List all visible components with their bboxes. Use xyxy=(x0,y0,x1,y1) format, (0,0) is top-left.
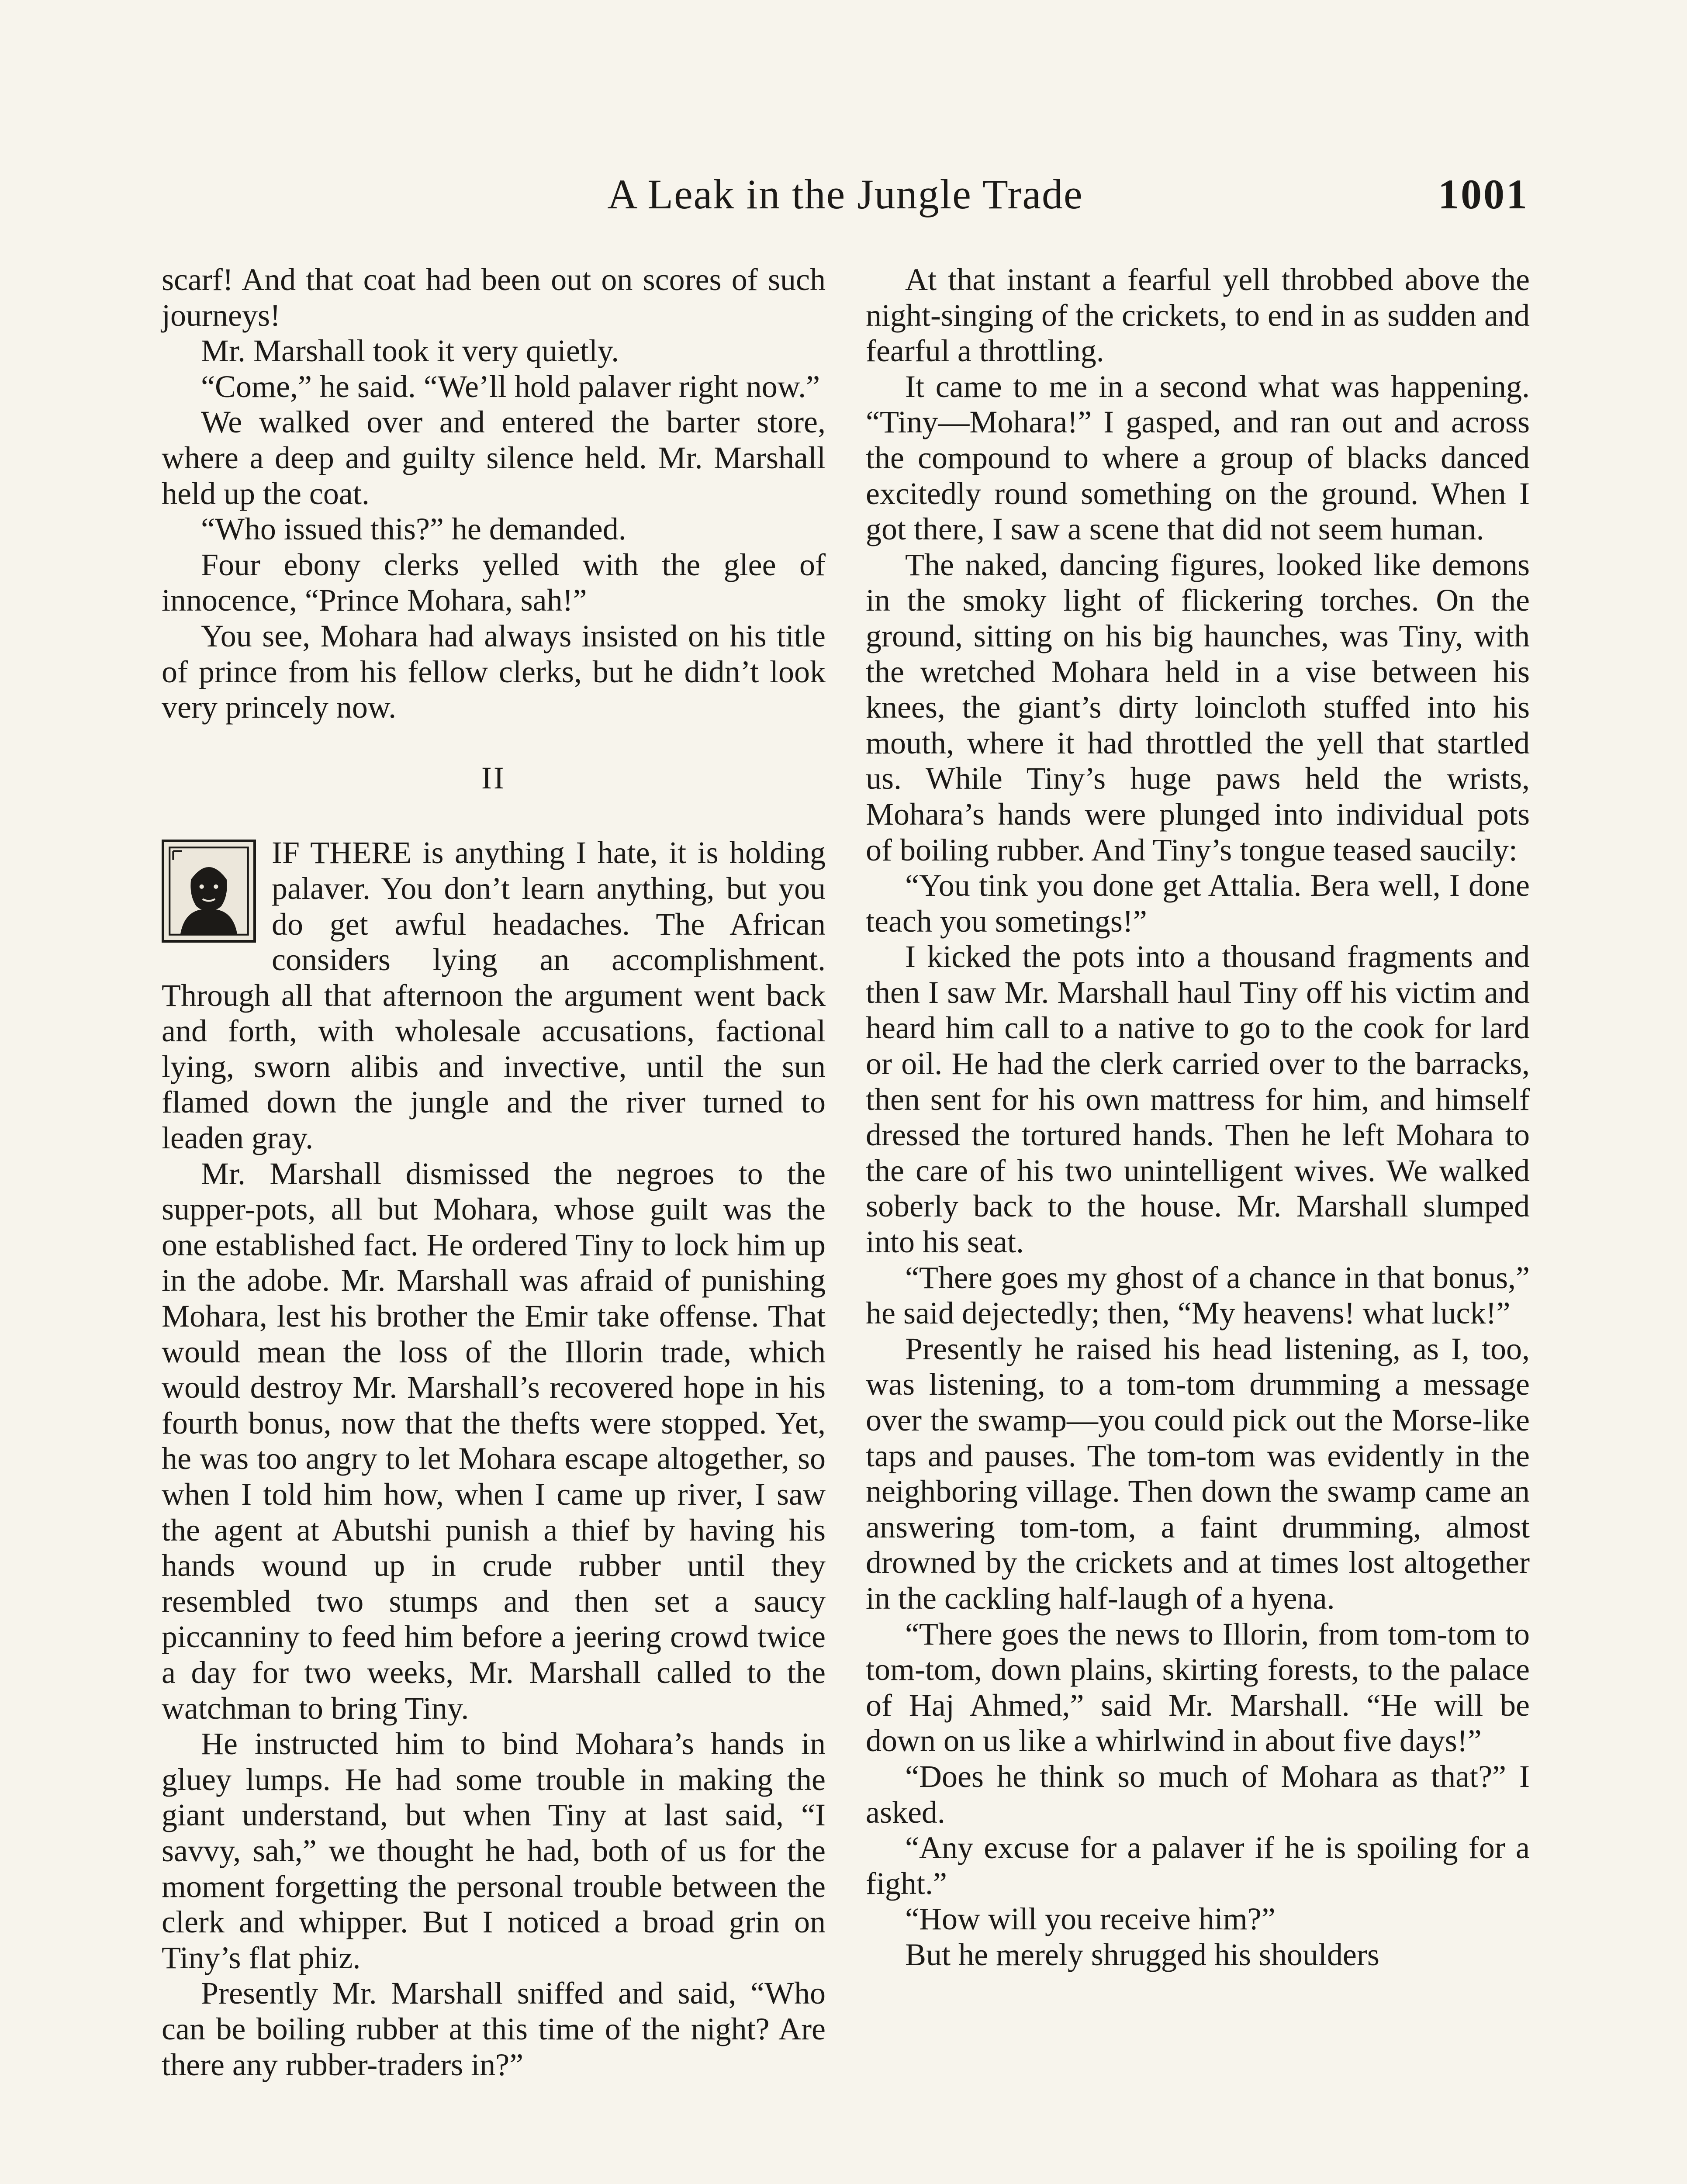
paragraph: Presently Mr. Marshall sniffed and said, “Who can be boiling rubber at this time of the night? Are there any rubber-traders in?” xyxy=(162,1976,826,2082)
paragraph: “There goes my ghost of a chance in that bonus,” he said dejectedly; then, “My heavens! what luck!” xyxy=(866,1260,1530,1331)
paragraph: “How will you receive him?” xyxy=(905,1901,1276,1937)
right-column xyxy=(866,262,1530,2184)
paragraph: “Come,” he said. “We’ll hold palaver right now.” xyxy=(201,369,820,404)
paragraph: I kicked the pots into a thousand fragments and then I saw Mr. Marshall haul Tiny off his victim and heard him call to a native to go to the cook for lard or oil. He had the clerk carried over to the barracks, then sent for his own mattress for him, and himself dressed the tortured hands. Then he left Mohara to the care of his two unintelligent wives. We walked soberly back to the house. Mr. Marshall slumped into his seat. xyxy=(866,939,1530,1260)
page-title: A Leak in the Jungle Trade xyxy=(607,171,1083,218)
page-number: 1001 xyxy=(1438,171,1529,218)
paragraph: The naked, dancing figures, looked like demons in the smoky light of flickering torches. On the ground, sitting on his big haunches, was Tiny, with the wretched Mohara held in a vise between his knees, the giant’s dirty loincloth stuffed into his mouth, where it had throttled the yell that startled us. While Tiny’s huge paws held the wrists, Mohara’s hands were plunged into individual pots of boiling rubber. And Tiny’s tongue teased saucily: xyxy=(866,547,1530,867)
section-heading: II xyxy=(481,760,506,795)
paragraph: Presently he raised his head listening, as I, too, was listening, to a tom-tom drumming a message over the swamp—you could pick out the Morse-like taps and pauses. The tom-tom was evidently in the neighboring village. Then down the swamp came an answering tom-tom, a faint drumming, almost drowned by the crickets and at times lost altogether in the cackling half-laugh of a hyena. xyxy=(866,1331,1530,1616)
paragraph: It came to me in a second what was happening. “Tiny—Mohara!” I gasped, and ran out and across the compound to where a group of blacks danced excitedly round something on the ground. When I got there, I saw a scene that did not seem human. xyxy=(866,369,1530,547)
paragraph: “Does he think so much of Mohara as that?” I asked. xyxy=(866,1759,1530,1830)
portrait-drop-cap-illustration xyxy=(162,840,256,943)
running-header xyxy=(162,162,1529,227)
paragraph: Mr. Marshall dismissed the negroes to the supper-pots, all but Mohara, whose guilt was the one established fact. He ordered Tiny to lock him up in the adobe. Mr. Marshall was afraid of punishing Mohara, lest his brother the Emir take offense. That would mean the loss of the Illorin trade, which would destroy Mr. Marshall’s recovered hope in his fourth bonus, now that the thefts were stopped. Yet, he was too angry to let Mohara escape altogether, so when I told him how, when I came up river, I saw the agent at Abutshi punish a thief by having his hands wound up in crude rubber until they resembled two stumps and then set a saucy piccanniny to feed him before a jeering crowd twice a day for two weeks, Mr. Marshall called to the watchman to bring Tiny. xyxy=(162,1156,826,1726)
paragraph: We walked over and entered the barter store, where a deep and guilty silence held. Mr. Marshall held up the coat. xyxy=(162,404,826,511)
paragraph: At that instant a fearful yell throbbed above the night-singing of the crickets, to end in as sudden and fearful a throttling. xyxy=(866,262,1530,369)
paragraph: “Who issued this?” he demanded. xyxy=(201,511,626,547)
paragraph: “Any excuse for a palaver if he is spoiling for a fight.” xyxy=(866,1830,1530,1901)
left-column xyxy=(162,262,826,2184)
paragraph: He instructed him to bind Mohara’s hands in gluey lumps. He had some trouble in making the giant understand, but when Tiny at last said, “I savvy, sah,” we thought he had, both of us for the moment forgetting the personal trouble between the clerk and whipper. But I noticed a broad grin on Tiny’s flat phiz. xyxy=(162,1726,826,1975)
paragraph: Four ebony clerks yelled with the glee of innocence, “Prince Mohara, sah!” xyxy=(162,547,826,618)
paragraph: Mr. Marshall took it very quietly. xyxy=(201,333,619,369)
paragraph: You see, Mohara had always insisted on his title of prince from his fellow clerks, but he didn’t look very princely now. xyxy=(162,618,826,725)
paragraph: “You tink you done get Attalia. Bera well, I done teach you sometings!” xyxy=(866,868,1530,939)
paragraph: “There goes the news to Illorin, from tom-tom to tom-tom, down plains, skirting forests, to the palace of Haj Ahmed,” said Mr. Marshall. “He will be down on us like a whirlwind in about five days!” xyxy=(866,1616,1530,1759)
paragraph-with-drop-cap: IF THERE is anything I hate, it is holding palaver. You don’t learn anything, but you do get awful headaches. The African considers lying an accomplishment. Through all that afternoon the argument went back and forth, with wholesale accusations, factional lying, sworn alibis and invective, until the sun flamed down the jungle and the river turned to leaden gray. xyxy=(162,835,826,1156)
paragraph: But he merely shrugged his shoulders xyxy=(905,1937,1379,1972)
paragraph: scarf! And that coat had been out on scores of such journeys! xyxy=(162,262,826,333)
